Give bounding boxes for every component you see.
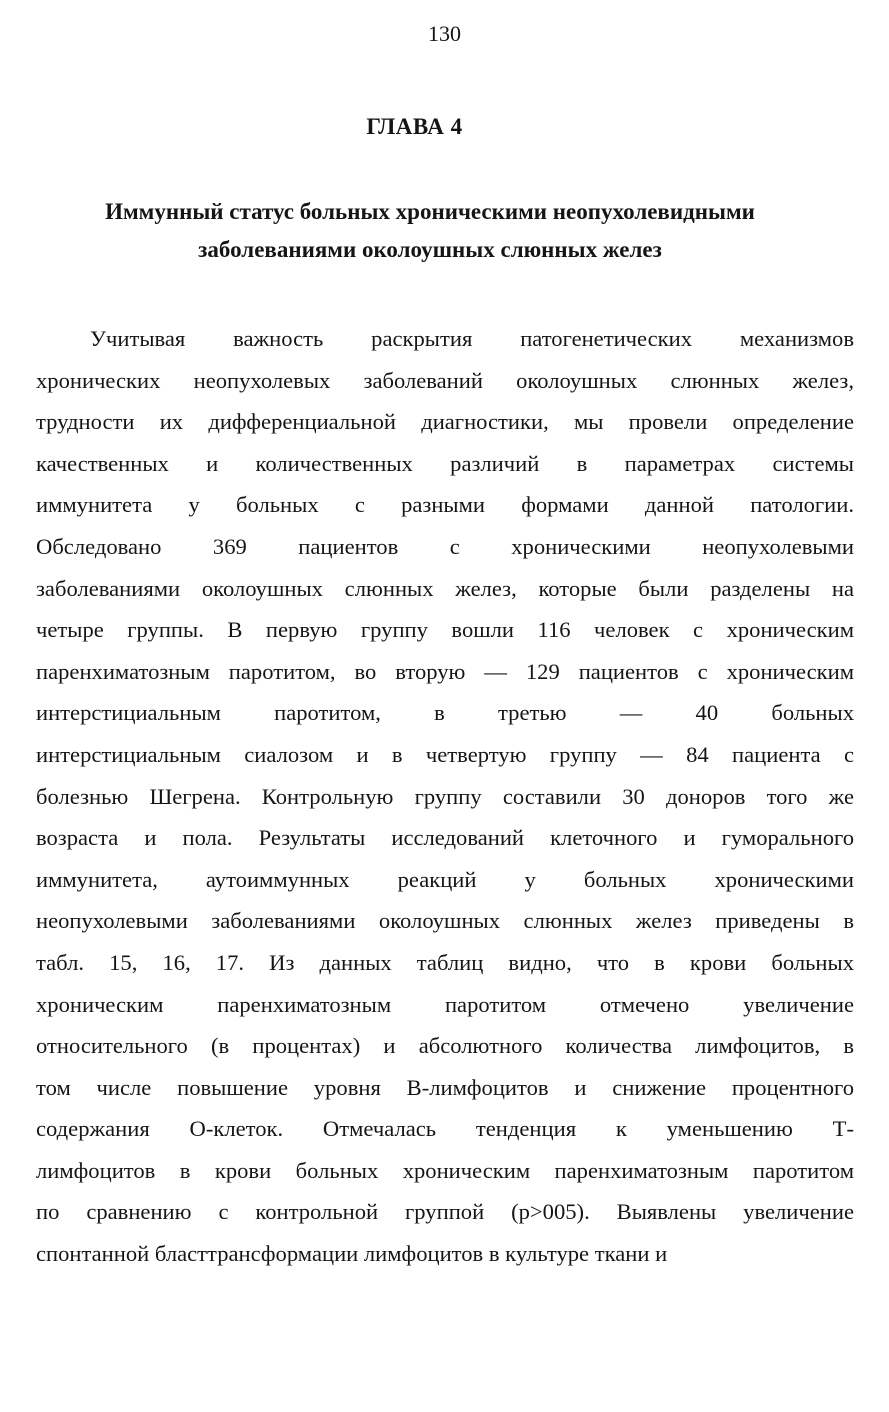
paragraph-line: болезнью Шегрена. Контрольную группу составили 30 доноров того же: [36, 783, 854, 809]
paragraph-line: содержания О-клеток. Отмечалась тенденция к уменьшению Т-: [36, 1116, 854, 1142]
section-title-line: заболеваниями околоушных слюнных желез: [198, 237, 662, 262]
paragraph-line: иммунитета, аутоиммунных реакций у больных хроническими: [36, 866, 854, 892]
paragraph-line: интерстициальным паротитом, в третью — 40 больных: [36, 700, 854, 726]
paragraph-line: паренхиматозным паротитом, во вторую — 129 пациентов с хроническим: [36, 658, 854, 684]
paragraph-line: спонтанной бласттрансформации лимфоцитов в культуре ткани и: [36, 1241, 668, 1267]
paragraph-line: Учитывая важность раскрытия патогенетических механизмов: [90, 326, 854, 351]
paragraph-line: неопухолевыми заболеваниями околоушных слюнных желез приведены в: [36, 908, 854, 934]
paragraph-line: относительного (в процентах) и абсолютного количества лимфоцитов, в: [36, 1033, 854, 1059]
paragraph-line: интерстициальным сиалозом и в четвертую группу — 84 пациента с: [36, 741, 854, 767]
page-number: 130: [428, 21, 461, 46]
paragraph-line: Обследовано 369 пациентов с хроническими неопухолевыми: [36, 533, 854, 559]
paragraph-line: иммунитета у больных с разными формами данной патологии.: [36, 492, 854, 518]
paragraph-line: хроническим паренхиматозным паротитом отмечено увеличение: [36, 991, 854, 1017]
chapter-heading: ГЛАВА 4: [366, 114, 463, 139]
paragraph-line: том числе повышение уровня В-лимфоцитов и снижение процентного: [36, 1074, 854, 1100]
paragraph-line: табл. 15, 16, 17. Из данных таблиц видно, что в крови больных: [36, 949, 854, 975]
body-paragraph: [36, 318, 854, 1275]
section-title-line: Иммунный статус больных хроническими неопухолевидными: [105, 199, 755, 224]
paragraph-line: лимфоцитов в крови больных хроническим паренхиматозным паротитом: [36, 1157, 854, 1183]
paragraph-line: по сравнению с контрольной группой (р>005). Выявлены увеличение: [36, 1199, 854, 1225]
paragraph-line: четыре группы. В первую группу вошли 116 человек с хроническим: [36, 617, 854, 643]
paragraph-line: трудности их дифференциальной диагностики, мы провели определение: [36, 409, 854, 435]
paragraph-line: хронических неопухолевых заболеваний околоушных слюнных желез,: [36, 367, 854, 393]
paragraph-line: заболеваниями околоушных слюнных желез, которые были разделены на: [36, 575, 854, 601]
paragraph-line: возраста и пола. Результаты исследований клеточного и гуморального: [36, 825, 854, 851]
paragraph-line: качественных и количественных различий в параметрах системы: [36, 450, 854, 476]
section-title: [30, 193, 830, 269]
